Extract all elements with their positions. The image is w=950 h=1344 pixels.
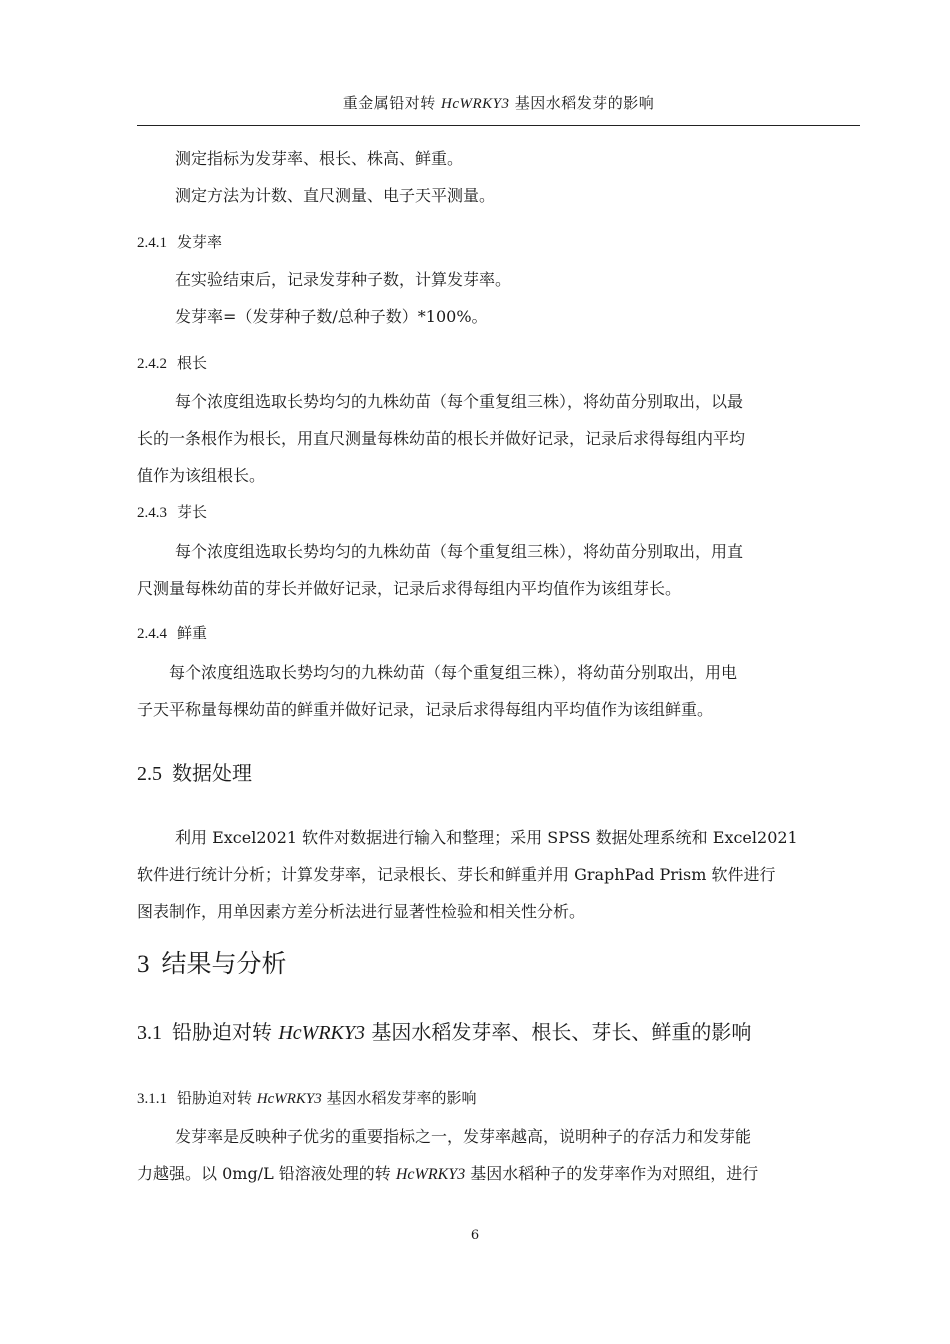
paragraph-data-line-3: 图表制作，用单因素方差分析法进行显著性检验和相关性分析。 — [137, 902, 586, 921]
heading-2-4-4: 2.4.4 鲜重 — [137, 624, 208, 642]
heading-3: 3 结果与分析 — [137, 949, 287, 978]
paragraph-result-line-1: 发芽率是反映种子优劣的重要指标之一，发芽率越高，说明种子的存活力和发芽能 — [175, 1127, 752, 1146]
header-rule — [137, 125, 860, 126]
paragraph-data-line-1: 利用 Excel2021 软件对数据进行输入和整理；采用 SPSS 数据处理系统和 Excel2021 — [175, 828, 798, 847]
paragraph-shoot-line-2: 尺测量每株幼苗的芽长并做好记录，记录后求得每组内平均值作为该组芽长。 — [137, 579, 682, 598]
paragraph-germination-formula: 发芽率=（发芽种子数/总种子数）*100%。 — [175, 307, 488, 326]
page-number: 6 — [470, 1228, 480, 1243]
paragraph-shoot-line-1: 每个浓度组选取长势均匀的九株幼苗（每个重复组三株），将幼苗分别取出，用直 — [175, 542, 744, 561]
running-header: 重金属铅对转 HcWRKY3 基因水稻发芽的影响 — [342, 94, 655, 112]
paragraph-weight-line-2: 子天平称量每棵幼苗的鲜重并做好记录，记录后求得每组内平均值作为该组鲜重。 — [137, 700, 714, 719]
heading-3-1-1: 3.1.1 铅胁迫对转 HcWRKY3 基因水稻发芽率的影响 — [137, 1089, 477, 1107]
paragraph-methods: 测定方法为计数、直尺测量、电子天平测量。 — [175, 186, 496, 205]
paragraph-root-line-2: 长的一条根作为根长，用直尺测量每株幼苗的根长并做好记录，记录后求得每组内平均 — [137, 429, 746, 448]
paragraph-result-line-2: 力越强。以 0mg/L 铅溶液处理的转 HcWRKY3 基因水稻种子的发芽率作为对照组，进行 — [137, 1164, 759, 1183]
heading-2-4-1: 2.4.1 发芽率 — [137, 233, 223, 251]
paragraph-indicators: 测定指标为发芽率、根长、株高、鲜重。 — [175, 149, 464, 168]
heading-2-4-2: 2.4.2 根长 — [137, 354, 208, 372]
heading-2-4-3: 2.4.3 芽长 — [137, 503, 208, 521]
heading-2-5: 2.5 数据处理 — [137, 761, 252, 785]
paragraph-germination-1: 在实验结束后，记录发芽种子数，计算发芽率。 — [175, 270, 512, 289]
paragraph-data-line-2: 软件进行统计分析；计算发芽率，记录根长、芽长和鲜重并用 GraphPad Prism 软件进行 — [137, 865, 776, 884]
paragraph-root-line-1: 每个浓度组选取长势均匀的九株幼苗（每个重复组三株），将幼苗分别取出，以最 — [175, 392, 744, 411]
paragraph-root-line-3: 值作为该组根长。 — [137, 466, 266, 485]
paragraph-weight-line-1: 每个浓度组选取长势均匀的九株幼苗（每个重复组三株），将幼苗分别取出，用电 — [169, 663, 738, 682]
heading-3-1: 3.1 铅胁迫对转 HcWRKY3 基因水稻发芽率、根长、芽长、鲜重的影响 — [137, 1020, 752, 1044]
